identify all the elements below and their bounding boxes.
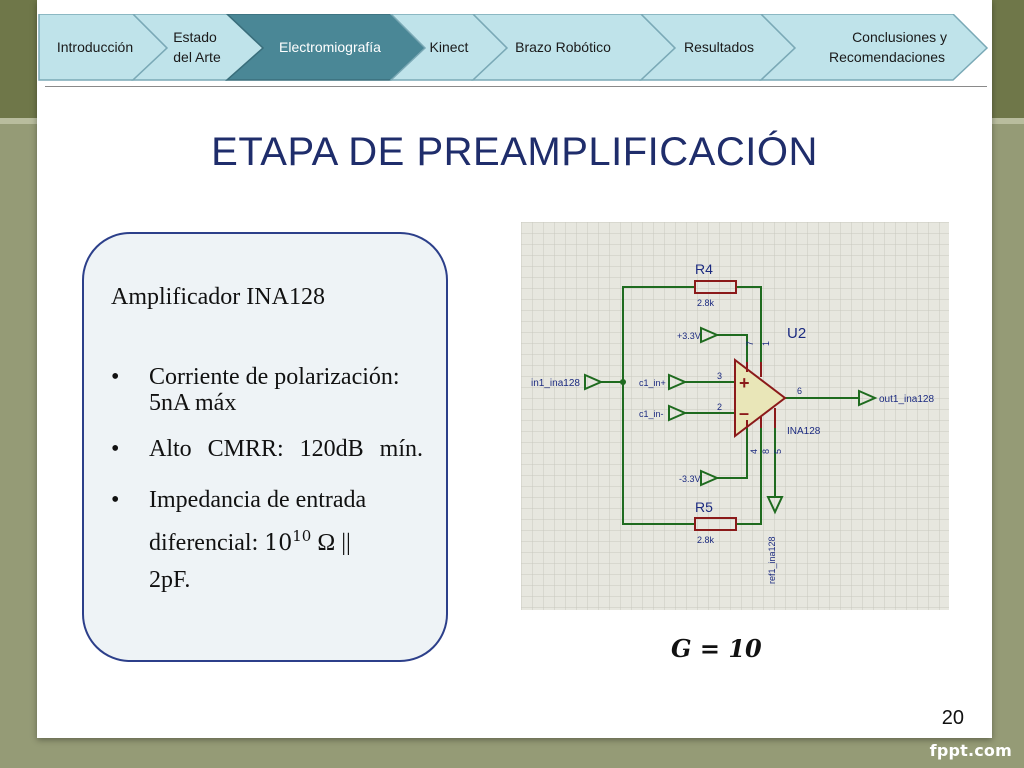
r4-value: 2.8k xyxy=(697,298,715,308)
nav-tab-conclusiones[interactable] xyxy=(761,14,987,80)
ref-label: ref1_ina128 xyxy=(767,536,777,584)
nav-label-estado-line1: Estado xyxy=(173,29,217,45)
nav-label-estado-line2: del Arte xyxy=(173,49,221,65)
non-inverting-sign: + xyxy=(739,373,750,393)
nav-label-kinect: Kinect xyxy=(429,39,469,55)
r5-value: 2.8k xyxy=(697,535,715,545)
pin-1: 1 xyxy=(761,340,771,346)
output-label: out1_ina128 xyxy=(879,394,935,405)
nav-label-electromiografia: Electromiografía xyxy=(279,39,381,55)
slide-title: ETAPA DE PREAMPLIFICACIÓN xyxy=(211,130,818,174)
c1-in-plus-label: c1_in+ xyxy=(639,378,666,388)
pin-4: 4 xyxy=(749,448,759,454)
nav-label-brazo-robotico: Brazo Robótico xyxy=(515,39,611,55)
bullet-text: Corriente de polarización: 5nA máx xyxy=(149,364,400,416)
impedance-base: 10 xyxy=(264,531,293,556)
r5-label: R5 xyxy=(695,499,713,515)
bullet-text: Impedancia de entrada diferencial: xyxy=(149,487,367,556)
pin-3: 3 xyxy=(717,371,723,381)
impedance-last: 2pF. xyxy=(149,567,191,593)
nav-label-conclusiones-line2: Recomendaciones xyxy=(829,49,945,65)
pin-2: 2 xyxy=(717,402,723,412)
bullet-list xyxy=(111,364,423,618)
input-label: in1_ina128 xyxy=(531,378,580,389)
minus-supply-label: -3.3V xyxy=(679,474,701,484)
card-heading: Amplificador INA128 xyxy=(111,284,325,310)
u2-label: U2 xyxy=(787,325,807,342)
bullet-text: • Alto CMRR: 120dB mín. xyxy=(149,436,423,462)
plus-supply-label: +3.3V xyxy=(677,331,701,341)
nav-label-conclusiones-line1: Conclusiones y xyxy=(852,29,947,45)
nav-label-introduccion: Introducción xyxy=(56,39,134,55)
section-navigation xyxy=(37,14,992,82)
r4-label: R4 xyxy=(695,261,713,277)
bullet-item xyxy=(111,364,423,416)
page-number: 20 xyxy=(941,707,964,729)
ina128-schematic xyxy=(521,222,949,610)
header-divider xyxy=(45,86,987,87)
bullet-item xyxy=(111,436,423,462)
slide xyxy=(37,0,992,738)
pin-6: 6 xyxy=(797,386,803,396)
c1-in-minus-label: c1_in- xyxy=(639,409,664,419)
gain-formula: G = 10 xyxy=(671,634,762,663)
impedance-tail: Ω || xyxy=(311,530,351,556)
pin-5: 5 xyxy=(773,448,783,454)
info-card xyxy=(82,232,448,662)
inverting-sign: – xyxy=(739,403,750,423)
nav-label-resultados: Resultados xyxy=(683,39,755,55)
junction-dot xyxy=(620,379,626,385)
impedance-exponent: 10 xyxy=(292,527,312,545)
watermark: fppt.com xyxy=(929,741,1012,760)
pin-7: 7 xyxy=(745,340,755,346)
pin-8: 8 xyxy=(761,448,771,454)
bullet-item xyxy=(111,482,423,598)
ic-name: INA128 xyxy=(787,426,821,437)
